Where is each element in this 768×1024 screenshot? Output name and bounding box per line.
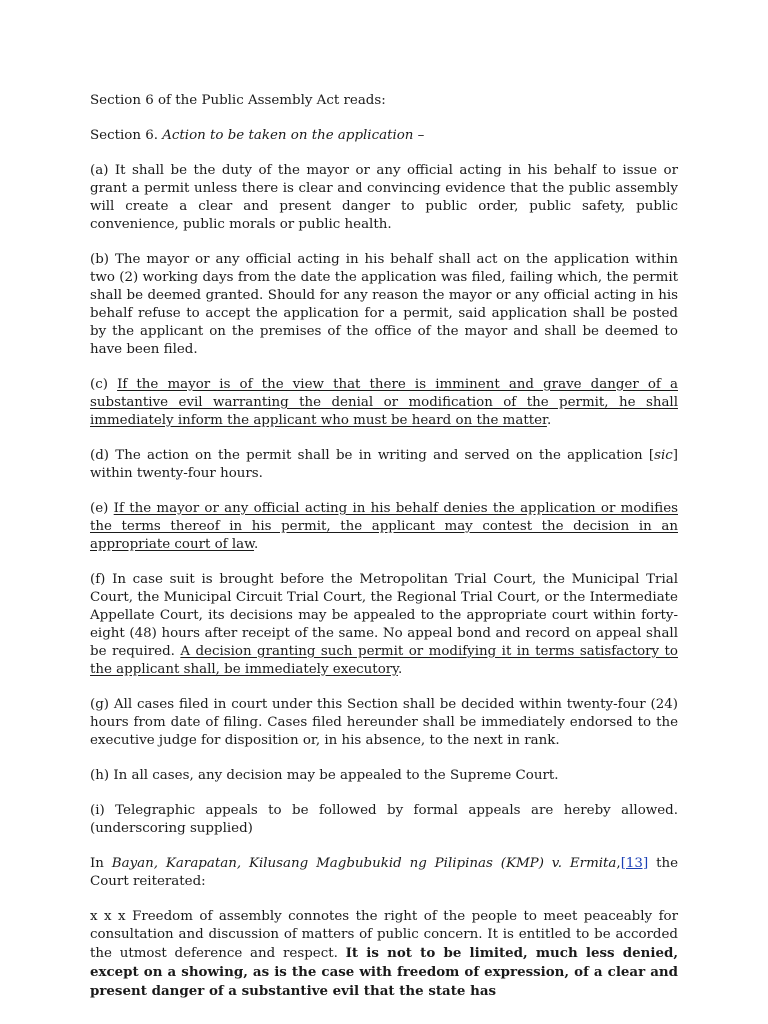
bayan-comma: , [616, 856, 621, 871]
quote-text: x x x Freedom of assembly connotes the right of the people to meet peaceably for consultation and discussion of matters of public concern. It is entitled to be accorded the utmost deference and respect. [90, 909, 678, 961]
paragraph-d-before: (d) The action on the permit shall be in writing and served on the application [ [90, 448, 655, 463]
paragraph-f [90, 571, 678, 679]
bayan-paragraph [90, 855, 678, 891]
quote-paragraph [90, 908, 678, 1001]
paragraph-h: (h) In all cases, any decision may be appealed to the Supreme Court. [90, 768, 559, 783]
paragraph-i: (i) Telegraphic appeals to be followed by formal appeals are hereby allowed. (underscoring supplied) [90, 803, 678, 836]
paragraph-c-prefix: (c) [90, 377, 118, 392]
paragraph-c-underlined: If the mayor is of the view that there is imminent and grave danger of a substantive evil warranting the denial or modification of the permit, he shall immediately inform the applicant who must be heard on the matter [90, 377, 678, 428]
paragraph-b: (b) The mayor or any official acting in his behalf shall act on the application within two (2) working days from the date the application was filed, failing which, the permit shall be deemed granted. Should for any reason the mayor or any official acting in his behalf refuse to accept the application for a permit, said application shall be posted by the applicant on the premises of the office of the mayor and shall be deemed to have been filed. [90, 252, 678, 357]
paragraph-f-text: (f) In case suit is brought before the Metropolitan Trial Court, the Municipal Trial Court, the Municipal Circuit Trial Court, the Regional Trial Court, or the Intermediate Appellate Court, its decisions may be appealed to the appropriate court within forty-eight (48) hours after receipt of the same. No appeal bond and record on appeal shall be required. [90, 572, 678, 659]
paragraph-f-suffix: . [397, 662, 403, 677]
paragraph-e [90, 500, 678, 554]
section-heading-title: Action to be taken on the application – [162, 128, 425, 143]
bayan-prefix: In [90, 856, 112, 871]
paragraph-a: (a) It shall be the duty of the mayor or any official acting in his behalf to issue or grant a permit unless there is clear and convincing evidence that the public assembly will create a clear and present danger to public order, public safety, public convenience, public morals or public health. [90, 163, 678, 232]
quote-bold: It is not to be limited, much less denied, except on a showing, as is the case with freedom of expression, of a clear and present danger of a substantive evil that the state has [90, 945, 679, 999]
paragraph-c-suffix: . [546, 413, 552, 428]
bayan-suffix: the Court reiterated: [90, 856, 678, 889]
bayan-case-name: Bayan, Karapatan, Kilusang Magbubukid ng Pilipinas (KMP) v. Ermita [111, 856, 617, 871]
paragraph-c [90, 376, 678, 430]
paragraph-g: (g) All cases filed in court under this Section shall be decided within twenty-four (24) hours from date of filing. Cases filed hereunder shall be immediately endorsed to the executive judge for disposition or, in his absence, to the next in rank. [90, 697, 678, 748]
intro-paragraph: Section 6 of the Public Assembly Act reads: [90, 93, 386, 108]
paragraph-d-sic: sic [654, 448, 673, 463]
paragraph-e-underlined: If the mayor or any official acting in his behalf denies the application or modifies the terms thereof in his permit, the applicant may contest the decision in an appropriate court of law [90, 501, 678, 552]
footnote-13-link[interactable]: [13] [620, 856, 649, 871]
section-heading-prefix: Section 6. [90, 128, 163, 143]
paragraph-f-underlined: A decision granting such permit or modifying it in terms satisfactory to the applicant shall, be immediately executory [90, 644, 678, 677]
paragraph-e-suffix: . [254, 537, 259, 552]
paragraph-d-after: ] within twenty-four hours. [90, 448, 678, 481]
section-heading [90, 127, 678, 145]
paragraph-e-prefix: (e) [90, 501, 114, 516]
paragraph-d [90, 447, 678, 483]
